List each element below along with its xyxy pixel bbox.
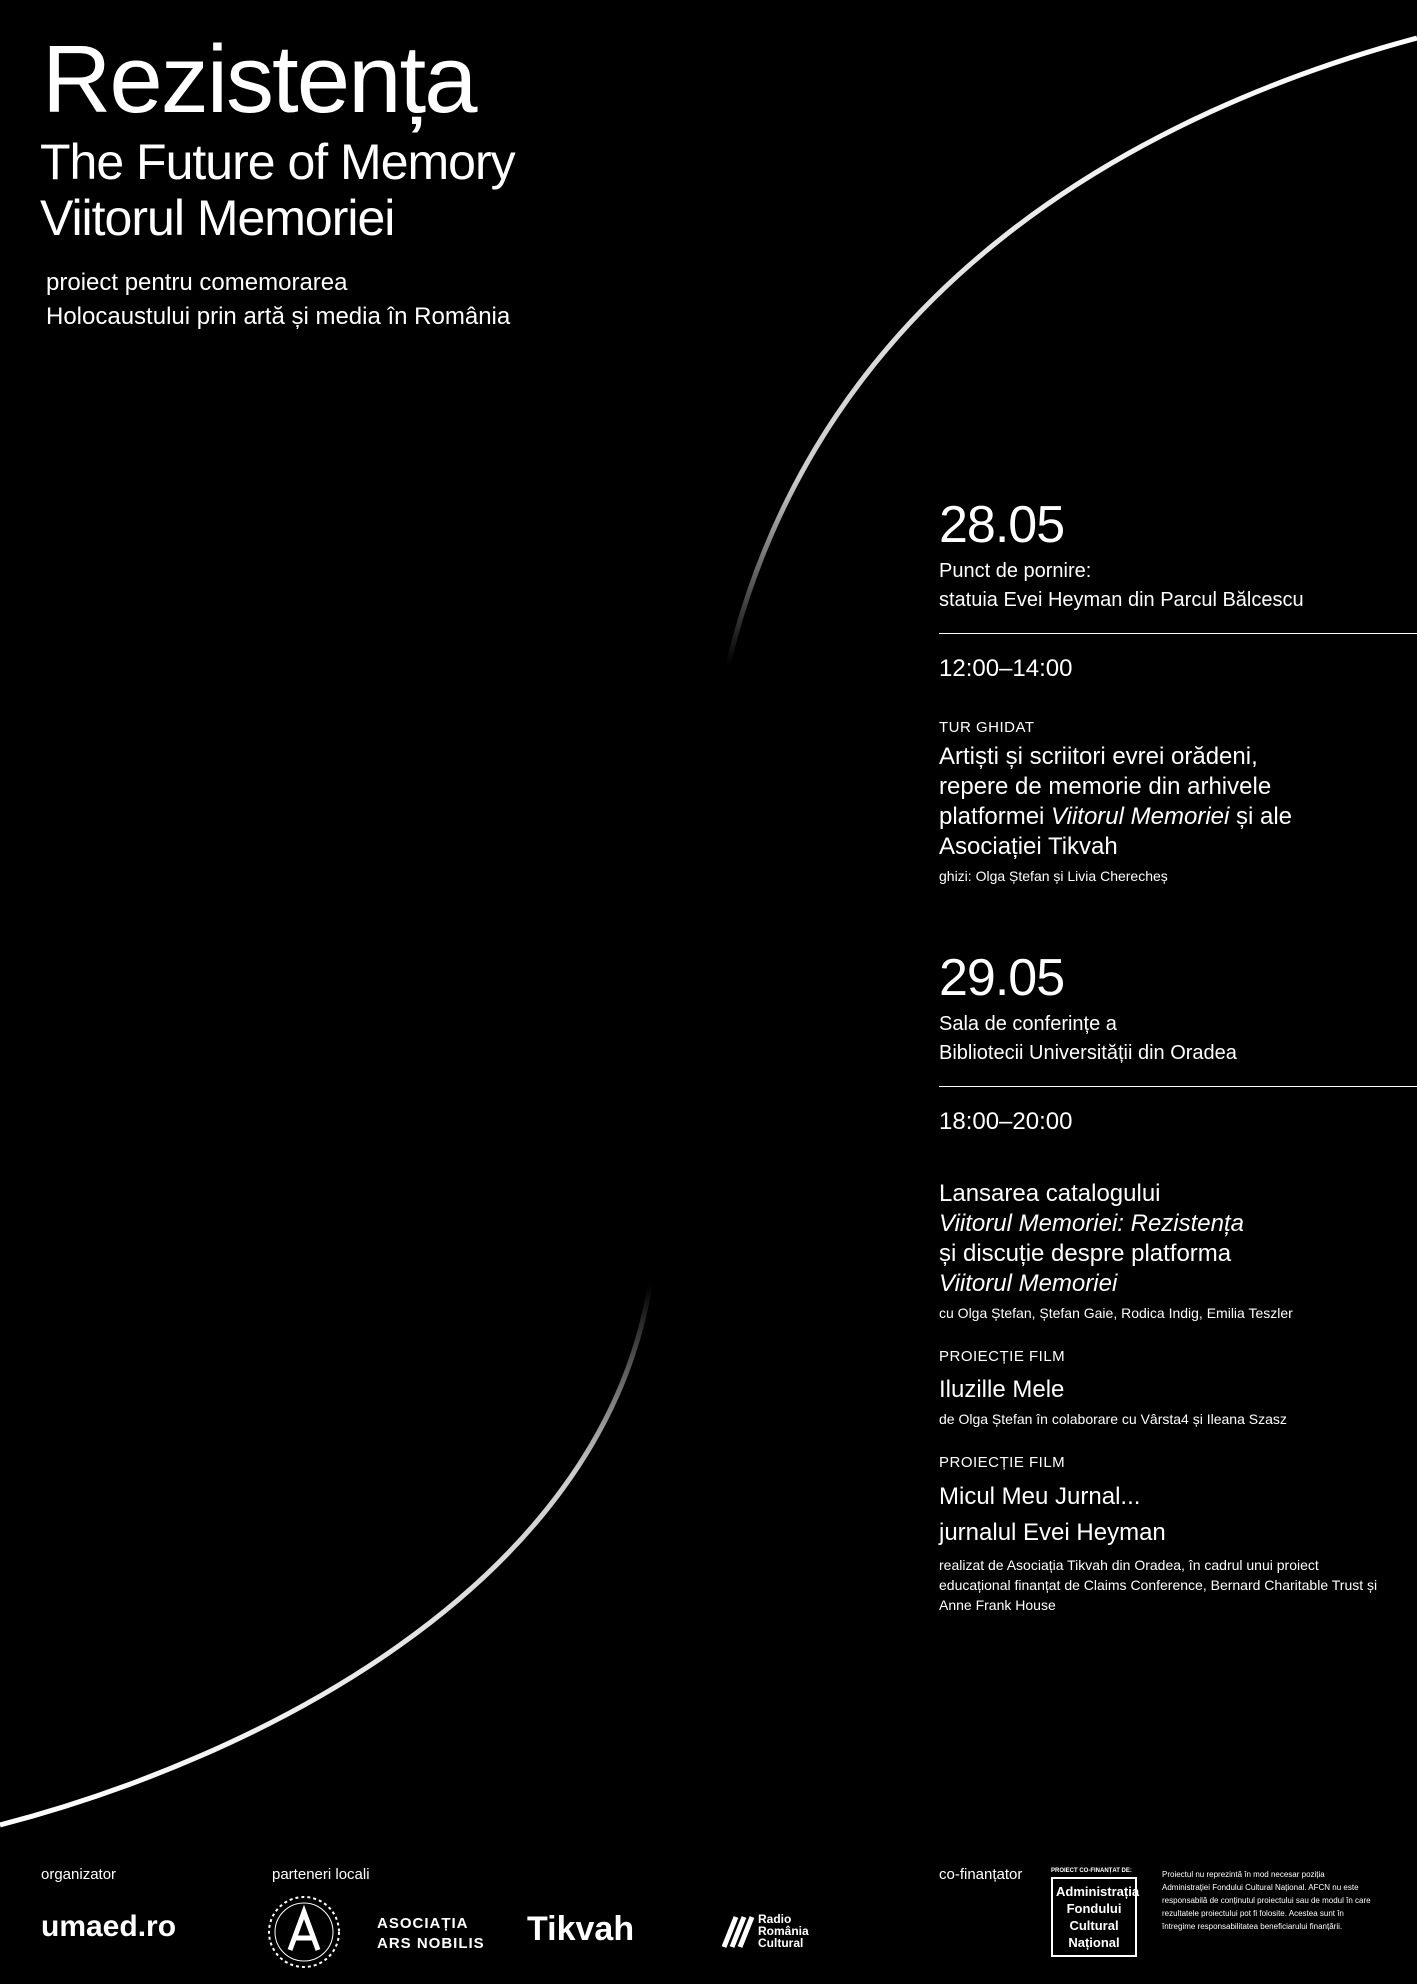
location-line-1: Sala de conferințe a (939, 1013, 1117, 1035)
radio-stripes-icon (722, 1913, 756, 1949)
location-line-1: Punct de pornire: (939, 560, 1092, 582)
title-line: Viitorul Memoriei (939, 1270, 1118, 1297)
title-line (939, 802, 1379, 832)
afcn-logo (1051, 1868, 1140, 1957)
description (46, 266, 515, 334)
title-line: repere de memorie din arhivele (939, 773, 1272, 800)
event-time: 18:00–20:00 (939, 1108, 1073, 1135)
ars-nobilis-logo (377, 1914, 485, 1954)
event-note: cu Olga Ștefan, Ștefan Gaie, Rodica Indig, Emilia Teszler (939, 1305, 1293, 1321)
subtitle-ro: Viitorul Memoriei (40, 190, 395, 246)
event-category: PROIECȚIE FILM (939, 1348, 1066, 1365)
logo-text: Radio (758, 1912, 792, 1926)
logo-text: Administrația (1056, 1884, 1140, 1899)
logo-text: Fondului (1066, 1901, 1122, 1916)
page-title: Rezistența (42, 26, 476, 133)
event-title: Iluzille Mele (939, 1376, 1065, 1403)
event-note: realizat de Asociația Tikvah din Oradea, în cadrul unui proiect educațional finanțat de Claims Conference, Bernard Charitable Trust și Anne Frank House (939, 1557, 1378, 1613)
title-line: jurnalul Evei Heyman (939, 1519, 1166, 1546)
afcn-box (1051, 1877, 1140, 1957)
event-location (939, 1010, 1379, 1068)
cofinancer-label: co-finanțator (939, 1866, 1023, 1883)
logo-text: Cultural (758, 1936, 804, 1950)
event-title (939, 1479, 1379, 1551)
title-text: platformei (939, 803, 1052, 830)
day-29-05 (939, 948, 1379, 1615)
divider (939, 1086, 1417, 1087)
divider (939, 633, 1417, 634)
header (40, 26, 515, 334)
description-line-1: proiect pentru comemorarea (46, 269, 348, 296)
event-category: PROIECȚIE FILM (939, 1454, 1066, 1471)
afcn-disclaimer: Proiectul nu reprezintă în mod necesar poziția Administrației Fondului Cultural Național. AFCN nu este responsabilă de conținutul proiectului sau de modul în care rezultatele proiectului pot fi folosite. Acestea sunt în întregime responsabilitatea beneficiarului finanțării. (1162, 1870, 1371, 1931)
title-line: Viitorul Memoriei: Rezistența (939, 1210, 1245, 1237)
event-note: de Olga Ștefan în colaborare cu Vârsta4 și Ileana Szasz (939, 1411, 1287, 1427)
title-text: și ale (1229, 803, 1293, 830)
title-italic: Viitorul Memoriei (1051, 803, 1230, 830)
logo-text: Cultural (1069, 1918, 1119, 1933)
title-line: și discuție despre platforma (939, 1240, 1232, 1267)
event-time: 12:00–14:00 (939, 655, 1073, 682)
event-title (939, 742, 1379, 862)
afcn-caption: PROIECT CO-FINANȚAT DE: (1051, 1868, 1132, 1874)
tikvah-logo: Tikvah (527, 1910, 635, 1948)
event-category: TUR GHIDAT (939, 719, 1035, 736)
event-location (939, 557, 1379, 615)
location-line-2: Bibliotecii Universității din Oradea (939, 1042, 1237, 1064)
subtitle-en: The Future of Memory (40, 134, 515, 190)
description-line-2: Holocaustului prin artă și media în România (46, 303, 511, 330)
organizer-logo: umaed.ro (41, 1910, 177, 1943)
organizer-label: organizator (41, 1866, 117, 1883)
radio-text (758, 1913, 809, 1949)
event-title (939, 1179, 1379, 1299)
event-program (939, 495, 1379, 1615)
logo-text: Național (1068, 1935, 1120, 1950)
event-note: ghizi: Olga Ștefan și Livia Cherecheș (939, 868, 1168, 884)
event-date: 29.05 (939, 949, 1065, 1007)
partner-circle-logo (266, 1894, 342, 1970)
day-28-05 (939, 495, 1379, 886)
logo-text: România (758, 1924, 809, 1938)
title-line: Micul Meu Jurnal... (939, 1483, 1141, 1510)
title-line: Lansarea catalogului (939, 1180, 1161, 1207)
location-line-2: statuia Evei Heyman din Parcul Bălcescu (939, 589, 1304, 611)
logo-text: ARS NOBILIS (377, 1935, 485, 1952)
title-line: Asociației Tikvah (939, 833, 1118, 860)
logo-text: ASOCIAȚIA (377, 1915, 469, 1932)
partners-label: parteneri locali (272, 1866, 370, 1883)
event-date: 28.05 (939, 496, 1065, 554)
title-line: Artiști și scriitori evrei orădeni, (939, 743, 1258, 770)
